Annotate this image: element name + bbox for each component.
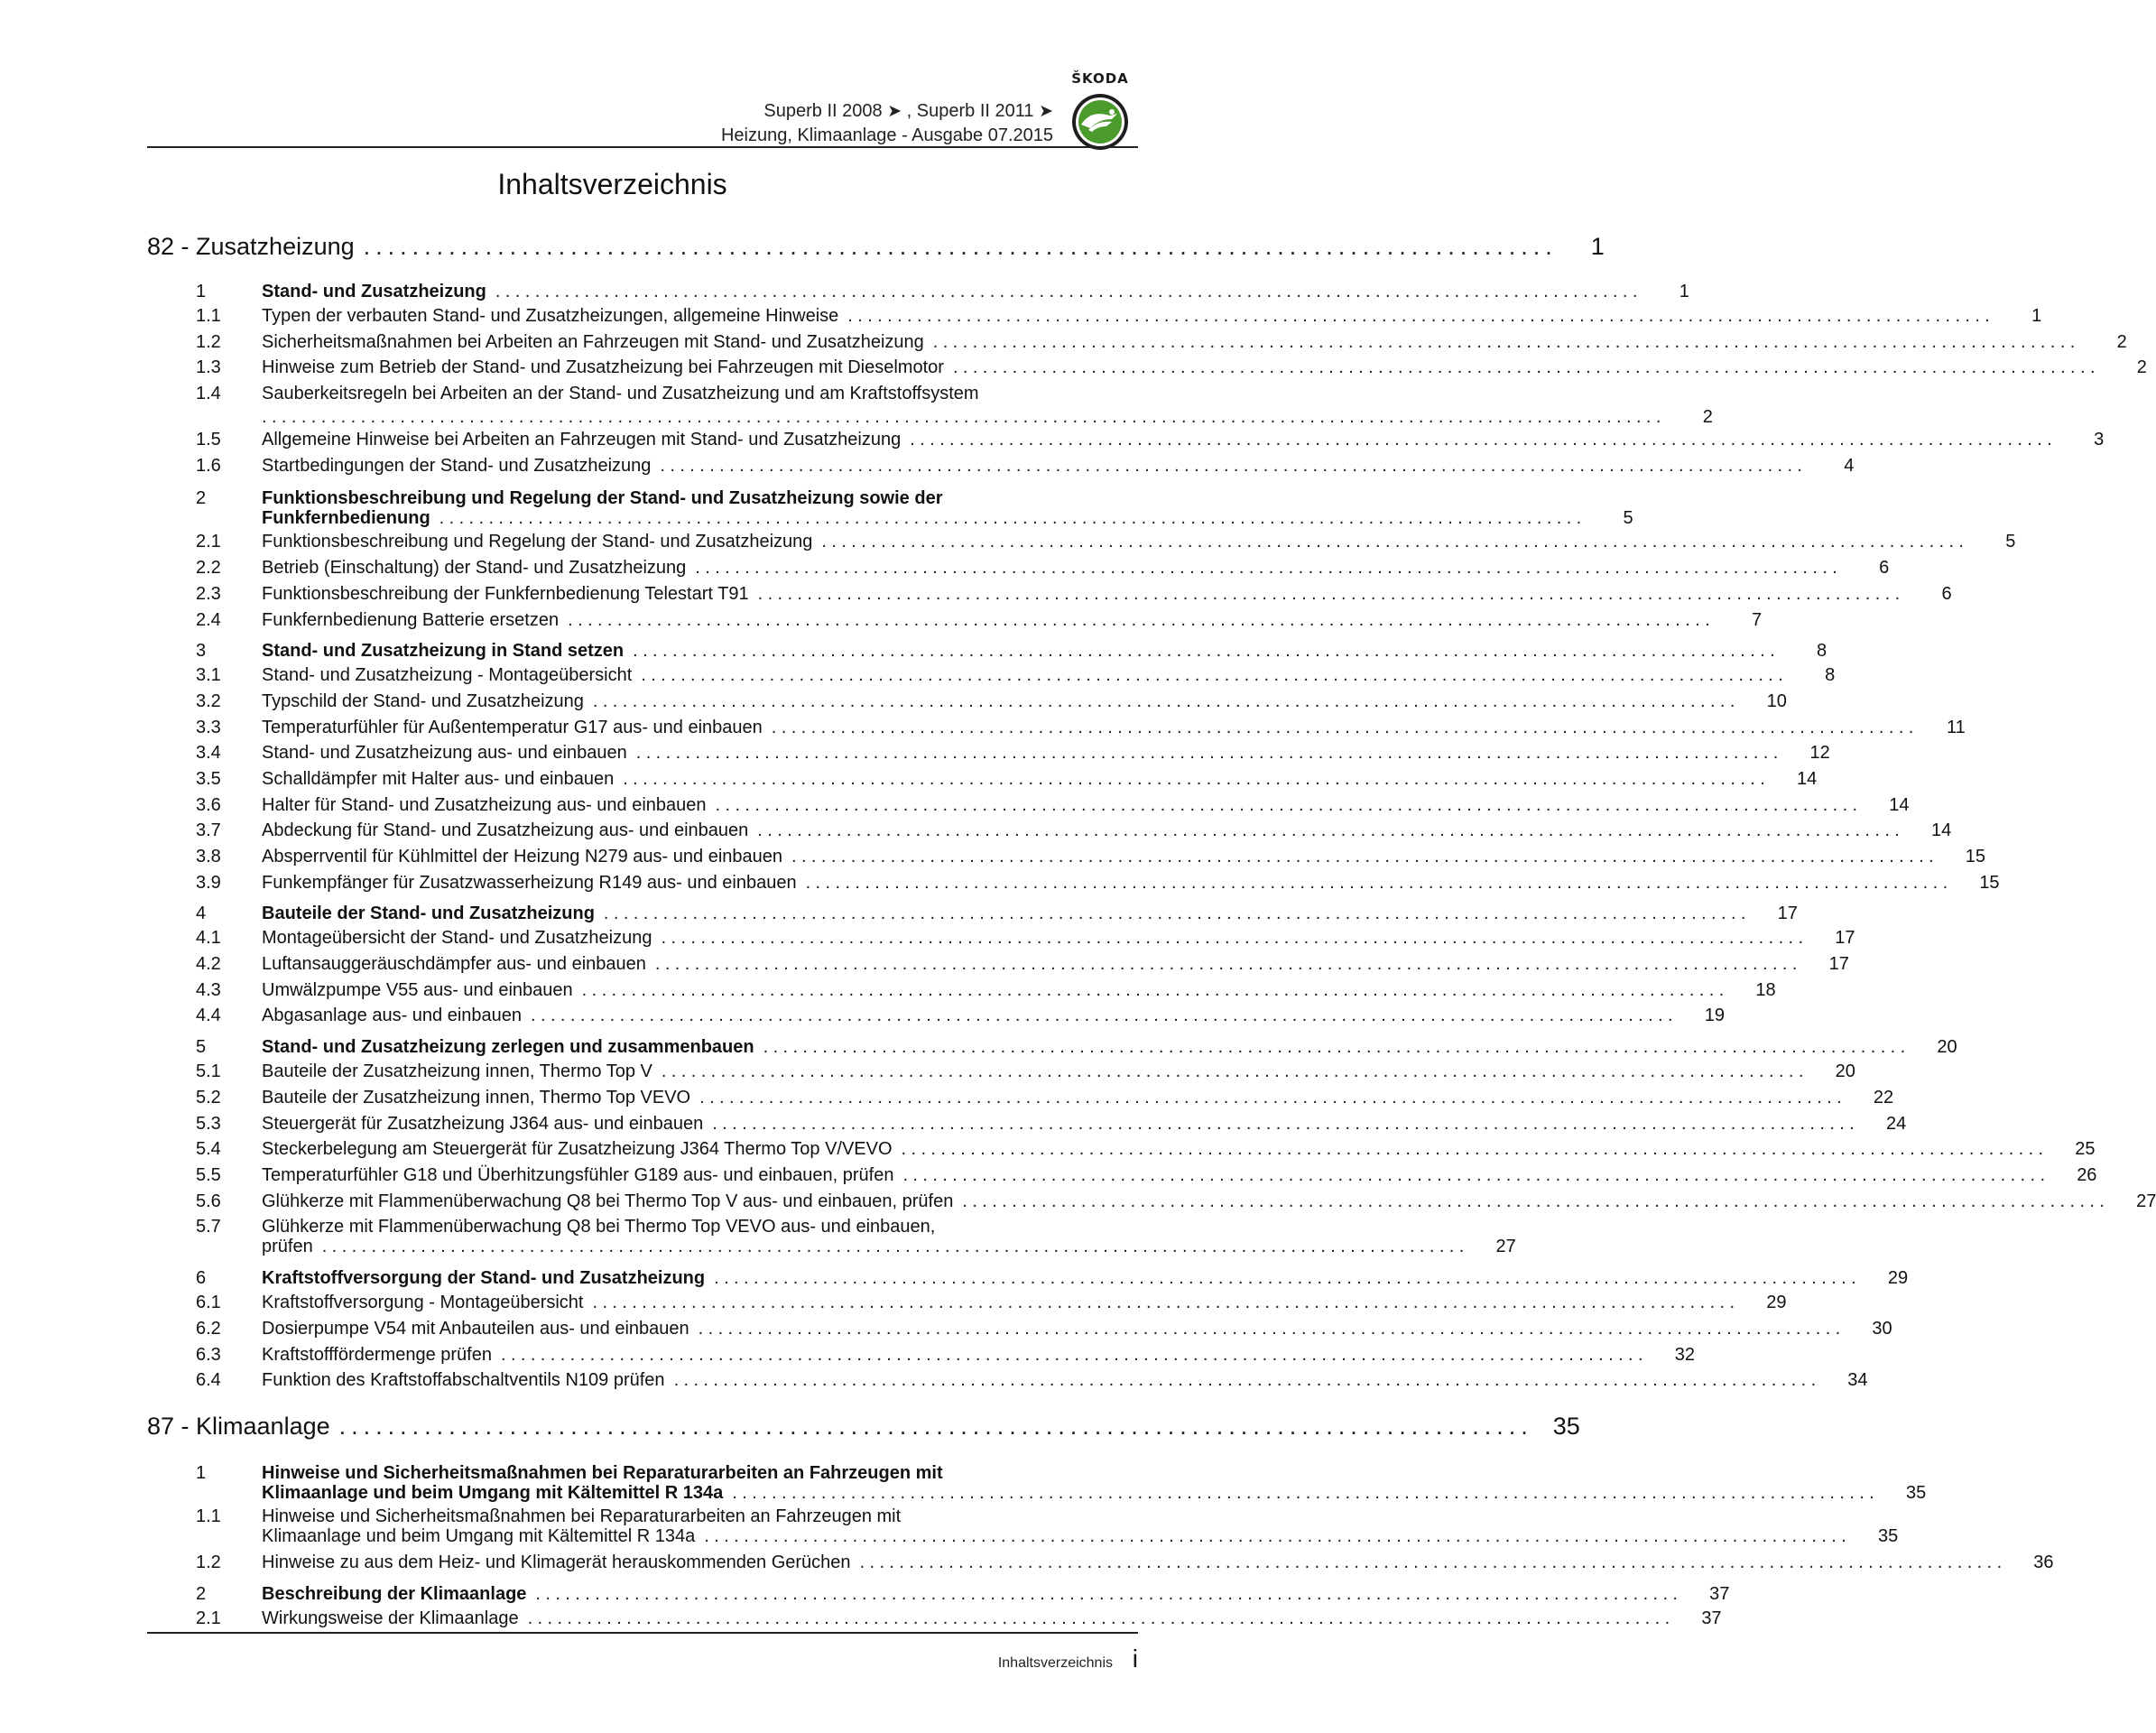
page-number: 2 [2116, 331, 2127, 352]
header-model-line [721, 99, 1053, 124]
subsection-title: Kraftstofffördermenge prüfen [262, 1344, 492, 1365]
subsection-number: 6.3 [196, 1344, 221, 1365]
section-number: 1 [196, 282, 207, 301]
dot-leader: .................................................................................................................... [805, 872, 1953, 893]
page-number: 1 [1590, 233, 1605, 260]
subsection-title: Hinweise zu aus dem Heiz- und Klimagerät herauskommenden Gerüchen [262, 1552, 851, 1572]
subsection-title-continued: Klimaanlage und beim Umgang mit Kältemittel R 134a [262, 1526, 696, 1546]
page-number: 1 [2031, 306, 2042, 326]
toc-subsection[interactable] [147, 430, 2105, 456]
toc-subsection[interactable] [147, 455, 1855, 482]
toc-subsection[interactable] [147, 1293, 1787, 1319]
subsection-number: 5.4 [196, 1139, 221, 1160]
brand [1061, 70, 1139, 152]
toc-chapter-87[interactable] [147, 1413, 1580, 1456]
page-number: 14 [1931, 820, 1952, 841]
toc-subsection[interactable] [147, 872, 2000, 899]
dot-leader: .................................................................................................................... [603, 904, 1751, 924]
page-number: 15 [1965, 847, 1985, 866]
toc-subsection[interactable] [147, 1344, 1695, 1371]
toc-subsection[interactable] [147, 558, 1890, 584]
dot-leader: .................................................................................................................... [592, 690, 1740, 711]
page-number: 32 [1674, 1344, 1695, 1365]
dot-leader: .................................................................................................................... [791, 847, 1939, 866]
arrow-right-icon: ➤ [887, 101, 902, 121]
dot-leader: .................................................................................................................... [962, 1191, 2110, 1211]
dot-leader: .................................................................................................................... [654, 954, 1802, 975]
subsection-number: 3.5 [196, 768, 221, 789]
subsection-number: 6.4 [196, 1370, 221, 1391]
subsection-title: Funktionsbeschreibung und Regelung der Stand- und Zusatzheizung [262, 532, 813, 552]
section-number: 5 [196, 1037, 207, 1058]
page-number: 8 [1825, 665, 1836, 686]
dot-leader: .................................................................................................................... [531, 1006, 1679, 1026]
section-number: 2 [196, 488, 207, 509]
subsection-title: Steckerbelegung am Steuergerät für Zusatzheizung J364 Thermo Top V/VEVO [262, 1139, 893, 1160]
page-number: 6 [1941, 583, 1952, 604]
subsection-title-continued: prüfen [262, 1237, 313, 1257]
subsection-title: Typen der verbauten Stand- und Zusatzheizungen, allgemeine Hinweise [262, 306, 839, 326]
subsection-title: Allgemeine Hinweise bei Arbeiten an Fahrzeugen mit Stand- und Zusatzheizung [262, 430, 902, 450]
toc-section[interactable] [147, 1583, 1730, 1608]
toc-section[interactable] [147, 282, 1689, 306]
toc-subsection[interactable] [147, 1139, 2096, 1165]
skoda-logo-icon [1070, 92, 1130, 152]
document-header [721, 99, 1053, 148]
toc-subsection[interactable] [147, 1006, 1726, 1032]
subsection-number: 5.7 [196, 1217, 221, 1237]
subsection-number: 5.6 [196, 1191, 221, 1211]
dot-leader: .................................................................................................................... [660, 455, 1808, 476]
toc-section[interactable] [147, 1268, 1909, 1293]
subsection-number: 5.1 [196, 1061, 221, 1082]
subsection-title: Bauteile der Zusatzheizung innen, Thermo Top VEVO [262, 1087, 691, 1107]
dot-leader: .............................................................................................................................................. [262, 407, 1666, 428]
subsection-title: Temperaturfühler G18 und Überhitzungsfühler G189 aus- und einbauen, prüfen [262, 1164, 894, 1185]
page-number: 17 [1828, 954, 1849, 975]
subsection-title: Umwälzpumpe V55 aus- und einbauen [262, 979, 573, 1000]
toc-subsection[interactable] [147, 331, 2127, 358]
chapter-title: 82 - Zusatzheizung [147, 233, 355, 260]
section-number: 4 [196, 904, 207, 924]
subsection-title: Funktionsbeschreibung der Funkfernbedienung Telestart T91 [262, 583, 749, 604]
section-title-continued: Funkfernbedienung [262, 508, 430, 529]
subsection-title: Sicherheitsmaßnahmen bei Arbeiten an Fahrzeugen mit Stand- und Zusatzheizung [262, 331, 924, 352]
subsection-title: Abgasanlage aus- und einbauen [262, 1006, 523, 1026]
subsection-title: Glühkerze mit Flammenüberwachung Q8 bei Thermo Top V aus- und einbauen, prüfen [262, 1191, 954, 1211]
subsection-number: 4.1 [196, 928, 221, 949]
toc-subsection[interactable] [147, 794, 1910, 821]
page-number: 24 [1885, 1113, 1907, 1134]
toc-subsection[interactable] [147, 583, 1952, 610]
dot-leader: .................................................................................................................... [847, 306, 1995, 326]
toc-subsection[interactable] [147, 690, 1787, 718]
subsection-number: 3.8 [196, 847, 221, 866]
page-number: 2 [1702, 407, 1713, 428]
toc-section[interactable] [147, 488, 1633, 532]
page-number: 27 [2136, 1191, 2156, 1211]
dot-leader: .................................................................................................................... [527, 1608, 1675, 1628]
section-title: Stand- und Zusatzheizung in Stand setzen [262, 641, 625, 662]
toc-subsection[interactable] [147, 609, 1763, 636]
page-number: 17 [1777, 904, 1798, 924]
dot-leader: .................................................................................................................... [635, 743, 1783, 764]
dot-leader: .................................................................................................................... [673, 1370, 1821, 1391]
toc-section[interactable] [147, 641, 1828, 665]
page-number: 18 [1755, 979, 1776, 1000]
section-number: 6 [196, 1268, 207, 1289]
footer-divider [147, 1632, 1138, 1634]
subsection-title: Steuergerät für Zusatzheizung J364 aus- und einbauen [262, 1113, 704, 1134]
dot-leader: .................................................................................................................... [771, 717, 1919, 737]
page-number: 1 [1679, 282, 1689, 301]
subsection-number: 3.7 [196, 820, 221, 841]
page-number: 5 [2005, 532, 2016, 552]
section-title: Hinweise und Sicherheitsmaßnahmen bei Reparaturarbeiten an Fahrzeugen mit [262, 1463, 943, 1483]
toc-subsection[interactable] [147, 532, 2016, 558]
section-title: Stand- und Zusatzheizung zerlegen und zusammenbauen [262, 1037, 754, 1058]
dot-leader: .................................................................................................................... [495, 282, 1642, 301]
section-title-continued: Klimaanlage und beim Umgang mit Kältemittel R 134a [262, 1483, 724, 1503]
brand-wordmark: ŠKODA [1071, 70, 1129, 87]
toc-subsection[interactable] [147, 384, 1713, 430]
page-number: 30 [1872, 1318, 1892, 1339]
subsection-number: 3.9 [196, 872, 221, 893]
page-number: 14 [1796, 768, 1818, 789]
header-model-2: , Superb II 2011 [906, 101, 1034, 121]
header-subject: Heizung, Klimaanlage - Ausgabe 07.2015 [720, 125, 1053, 145]
toc-section[interactable] [147, 1463, 1927, 1506]
subsection-number: 1.1 [196, 1506, 221, 1526]
page-number: 35 [1552, 1413, 1580, 1440]
dot-leader: .................................................................................................................... [704, 1526, 1852, 1546]
subsection-title: Wirkungsweise der Klimaanlage [262, 1608, 519, 1628]
page-number: 20 [1937, 1037, 1957, 1058]
page-number: 27 [1495, 1237, 1516, 1257]
dot-leader: .................................................................................................................... [500, 1344, 1648, 1365]
footer-label: Inhaltsverzeichnis [997, 1655, 1113, 1671]
page-number: 3 [2094, 430, 2105, 450]
subsection-title: Glühkerze mit Flammenüberwachung Q8 bei Thermo Top VEVO aus- und einbauen, [262, 1217, 936, 1237]
dot-leader: .................................................................................................................... [641, 665, 1789, 686]
toc-subsection[interactable] [147, 743, 1830, 769]
toc-subsection[interactable] [147, 1061, 1855, 1088]
page-number: 37 [1709, 1583, 1730, 1604]
dot-leader: .................................................................................................................... [661, 1061, 1809, 1082]
dot-leader: .................................................................................................................... [321, 1237, 1469, 1257]
page-number: 26 [2077, 1164, 2097, 1185]
dot-leader: .................................................................................................................... [932, 331, 2080, 352]
toc-section[interactable] [147, 1037, 1957, 1061]
subsection-number: 2.2 [196, 558, 221, 579]
dot-leader: .................................................................................................................... [592, 1293, 1740, 1313]
page-number: 34 [1847, 1370, 1868, 1391]
toc-subsection[interactable] [147, 1191, 2156, 1218]
subsection-number: 2.4 [196, 609, 221, 630]
subsection-number: 6.1 [196, 1293, 221, 1313]
dot-leader: .................................................................................................................... [910, 430, 2058, 450]
toc-subsection[interactable] [147, 979, 1776, 1006]
dot-leader: .................................................................................................................... [581, 979, 1729, 1000]
subsection-number: 3.2 [196, 690, 221, 711]
subsection-title: Absperrventil für Kühlmittel der Heizung N279 aus- und einbauen [262, 847, 783, 866]
dot-leader: .................................................................................................................... [901, 1139, 2049, 1160]
page-number: 25 [2075, 1139, 2096, 1160]
page-number: 37 [1701, 1608, 1722, 1628]
dot-leader: .................................................................................................................... [439, 508, 1587, 529]
page-number: 11 [1947, 717, 1966, 737]
dot-leader: .................................................................................................................... [757, 820, 1905, 841]
dot-leader: .................................................................................................................... [859, 1552, 2007, 1572]
toc-subsection[interactable] [147, 928, 1855, 954]
page-number: 29 [1766, 1293, 1787, 1313]
header-model-1: Superb II 2008 [763, 101, 883, 121]
toc-subsection[interactable] [147, 1506, 1899, 1552]
arrow-right-icon: ➤ [1039, 101, 1053, 121]
dot-leader: .................................................................................................. [363, 233, 1558, 260]
subsection-number: 5.2 [196, 1087, 221, 1107]
page-number: 8 [1816, 641, 1828, 662]
page-number: 35 [1877, 1526, 1899, 1546]
subsection-title: Montageübersicht der Stand- und Zusatzheizung [262, 928, 652, 949]
dot-leader: .................................................................................................................... [568, 609, 1716, 630]
subsection-number: 1.6 [196, 455, 221, 476]
section-title: Beschreibung der Klimaanlage [262, 1583, 527, 1604]
section-number: 1 [196, 1463, 207, 1483]
subsection-title: Sauberkeitsregeln bei Arbeiten an der Stand- und Zusatzheizung und am Kraftstoffsystem [262, 384, 979, 404]
subsection-number: 3.3 [196, 717, 221, 737]
header-divider [147, 146, 1138, 148]
toc-subsection[interactable] [147, 357, 2147, 384]
subsection-title: Luftansauggeräuschdämpfer aus- und einbauen [262, 954, 646, 975]
page-number: 36 [2033, 1552, 2054, 1572]
subsection-number: 5.3 [196, 1113, 221, 1134]
subsection-number: 1.1 [196, 306, 221, 326]
subsection-number: 1.4 [196, 384, 221, 404]
subsection-number: 5.5 [196, 1164, 221, 1185]
dot-leader: .................................................................................................................... [633, 641, 1781, 662]
toc-subsection[interactable] [147, 1370, 1868, 1396]
dot-leader: .................................................................................................................... [952, 357, 2100, 378]
toc-subsection[interactable] [147, 768, 1818, 795]
dot-leader: .................................................................................................................... [712, 1113, 1860, 1134]
page-number: 35 [1905, 1483, 1927, 1503]
toc-subsection[interactable] [147, 1318, 1892, 1345]
subsection-number: 2.1 [196, 1608, 221, 1628]
subsection-title: Funkfernbedienung Batterie ersetzen [262, 609, 560, 630]
subsection-title: Funktion des Kraftstoffabschaltventils N109 prüfen [262, 1370, 665, 1391]
dot-leader: .................................................................................................................... [763, 1037, 1911, 1058]
subsection-title: Hinweise zum Betrieb der Stand- und Zusatzheizung bei Fahrzeugen mit Dieselmotor [262, 357, 944, 378]
page-number: 4 [1844, 455, 1855, 476]
section-title: Bauteile der Stand- und Zusatzheizung [262, 904, 595, 924]
section-title: Stand- und Zusatzheizung [262, 282, 486, 301]
subsection-number: 1.2 [196, 331, 221, 352]
subsection-number: 3.4 [196, 743, 221, 764]
page-number: 17 [1835, 928, 1855, 949]
dot-leader: .................................................................................................................... [732, 1483, 1880, 1503]
page-title: Inhaltsverzeichnis [497, 168, 727, 200]
page-number: 7 [1751, 609, 1763, 630]
page-number: 29 [1887, 1268, 1909, 1289]
dot-leader: .................................................................................................................... [714, 1268, 1862, 1289]
subsection-number: 4.4 [196, 1006, 221, 1026]
subsection-number: 2.1 [196, 532, 221, 552]
toc-subsection[interactable] [147, 1113, 1907, 1140]
dot-leader: .................................................................................................................... [698, 1318, 1846, 1339]
subsection-title: Hinweise und Sicherheitsmaßnahmen bei Reparaturarbeiten an Fahrzeugen mit [262, 1506, 902, 1526]
subsection-title: Abdeckung für Stand- und Zusatzheizung aus- und einbauen [262, 820, 749, 841]
subsection-title: Startbedingungen der Stand- und Zusatzheizung [262, 455, 652, 476]
toc-subsection[interactable] [147, 665, 1836, 691]
dot-leader: .................................................................................................................... [623, 768, 1771, 789]
toc-subsection[interactable] [147, 1217, 1516, 1263]
toc-subsection[interactable] [147, 820, 1952, 847]
subsection-number: 2.3 [196, 583, 221, 604]
subsection-title: Schalldämpfer mit Halter aus- und einbauen [262, 768, 615, 789]
section-title: Funktionsbeschreibung und Regelung der Stand- und Zusatzheizung sowie der [262, 488, 943, 509]
dot-leader: .................................................................................................................... [661, 928, 1809, 949]
subsection-number: 4.3 [196, 979, 221, 1000]
toc-section[interactable] [147, 904, 1798, 928]
page-number: 14 [1889, 794, 1910, 815]
subsection-number: 3.1 [196, 665, 221, 686]
subsection-number: 1.2 [196, 1552, 221, 1572]
table-of-contents [147, 233, 2156, 1634]
dot-leader: .................................................................................................................... [695, 558, 1843, 579]
toc-subsection[interactable] [147, 306, 2042, 332]
page-number: 10 [1766, 690, 1787, 711]
dot-leader: .................................................................................................................... [902, 1164, 2050, 1185]
subsection-title: Halter für Stand- und Zusatzheizung aus- und einbauen [262, 794, 707, 815]
page-number: 2 [2136, 357, 2147, 378]
footer-page-number: i [1132, 1645, 1138, 1673]
subsection-title: Temperaturfühler für Außentemperatur G17 aus- und einbauen [262, 717, 763, 737]
toc-subsection[interactable] [147, 847, 1985, 873]
toc-chapter-82[interactable] [147, 233, 1605, 276]
toc-subsection[interactable] [147, 954, 1849, 980]
subsection-title: Dosierpumpe V54 mit Anbauteilen aus- und einbauen [262, 1318, 689, 1339]
subsection-number: 4.2 [196, 954, 221, 975]
subsection-title: Kraftstoffversorgung - Montageübersicht [262, 1293, 584, 1313]
subsection-title: Funkempfänger für Zusatzwasserheizung R149 aus- und einbauen [262, 872, 797, 893]
dot-leader: .................................................................................................. [338, 1413, 1533, 1440]
subsection-number: 1.5 [196, 430, 221, 450]
subsection-number: 6.2 [196, 1318, 221, 1339]
dot-leader: .................................................................................................................... [821, 532, 1969, 552]
dot-leader: .................................................................................................................... [699, 1087, 1847, 1107]
toc-subsection[interactable] [147, 1552, 2054, 1579]
page-number: 6 [1879, 558, 1890, 579]
subsection-number: 3.6 [196, 794, 221, 815]
page-number: 19 [1704, 1006, 1726, 1026]
dot-leader: .................................................................................................................... [715, 794, 1863, 815]
dot-leader: .................................................................................................................... [535, 1583, 1683, 1604]
page-number: 15 [1979, 872, 2000, 893]
toc-subsection[interactable] [147, 1087, 1894, 1114]
page-number: 5 [1623, 508, 1633, 529]
section-title: Kraftstoffversorgung der Stand- und Zusatzheizung [262, 1268, 706, 1289]
subsection-number: 1.3 [196, 357, 221, 378]
subsection-title: Typschild der Stand- und Zusatzheizung [262, 690, 584, 711]
subsection-title: Stand- und Zusatzheizung - Montageübersicht [262, 665, 633, 686]
page-number: 22 [1873, 1087, 1894, 1107]
section-number: 2 [196, 1583, 207, 1604]
subsection-title: Bauteile der Zusatzheizung innen, Thermo Top V [262, 1061, 652, 1082]
toc-subsection[interactable] [147, 1608, 1722, 1635]
section-number: 3 [196, 641, 207, 662]
dot-leader: .................................................................................................................... [757, 583, 1905, 604]
subsection-title: Stand- und Zusatzheizung aus- und einbauen [262, 743, 627, 764]
subsection-title: Betrieb (Einschaltung) der Stand- und Zusatzheizung [262, 558, 687, 579]
page-number: 20 [1835, 1061, 1855, 1082]
toc-subsection[interactable] [147, 717, 1966, 744]
toc-subsection[interactable] [147, 1164, 2097, 1191]
chapter-title: 87 - Klimaanlage [147, 1413, 330, 1440]
page-number: 12 [1809, 743, 1830, 764]
